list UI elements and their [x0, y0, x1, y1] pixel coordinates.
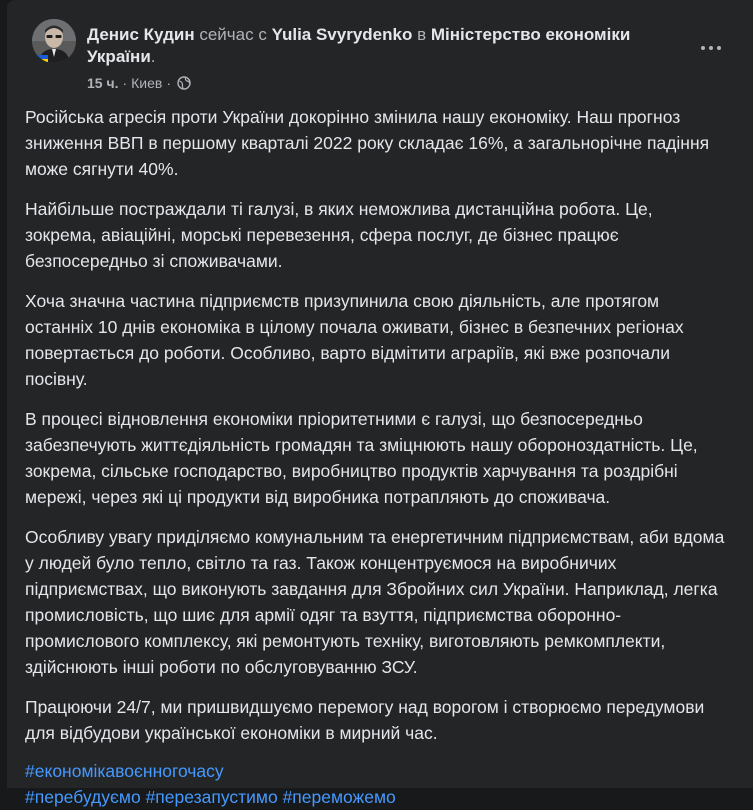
header-end: .	[150, 47, 156, 66]
tagged-user-link[interactable]: Yulia Svyrydenko	[271, 25, 413, 44]
more-options-button[interactable]	[693, 30, 729, 66]
post-meta	[87, 74, 191, 92]
header-separator: сейчас с	[199, 25, 267, 44]
author-avatar[interactable]	[32, 19, 76, 63]
post-paragraph: Російська агресія проти України докорінно змінила нашу економіку. Наш прогноз зниження ВВП в першому кварталі 2022 року складає 16%, а загальнорічне падіння може сягнути 40%.	[25, 107, 710, 179]
meta-separator: ·	[122, 75, 128, 91]
header-separator-in: в	[417, 25, 427, 44]
post-paragraph: В процесі відновлення економіки пріоритетними є галузі, що безпосередньо забезпечують життєдіяльність громадян та зміцнюють нашу обороноздатність. Це, зокрема, сільське господарство, виробництво продуктів харчування та роздрібні мережі, через які ці продукти від виробника потрапляють до споживача.	[25, 409, 698, 507]
author-name-link[interactable]: Денис Кудин	[87, 25, 195, 44]
hashtag-link[interactable]: #переможемо	[282, 787, 396, 807]
globe-icon[interactable]	[177, 76, 191, 90]
hashtag-link[interactable]: #перезапустимо	[145, 787, 278, 807]
avatar-photo	[32, 19, 76, 63]
post-body	[25, 104, 725, 810]
post-card	[7, 0, 753, 807]
hashtag-link[interactable]: #економікавоєнногочасу	[25, 761, 224, 781]
more-horizontal-icon	[701, 46, 721, 50]
meta-separator-2: ·	[166, 75, 172, 91]
location-page-link[interactable]: Міністерство економіки України	[87, 25, 631, 66]
post-city: Киев	[131, 75, 163, 91]
hashtag-link[interactable]: #перебудуємо	[25, 787, 141, 807]
post-paragraph: Працюючи 24/7, ми пришвидшуємо перемогу над ворогом і створюємо передумови для відбудови української економіки в мирний час.	[25, 697, 705, 743]
post-paragraph: Хоча значна частина підприємств призупинила свою діяльність, але протягом останніх 10 днів економіка в цілому почала оживати, бізнес в безпечних регіонах повертається до роботи. Особливо, варто відмітити аграріїв, які вже розпочали посівну.	[25, 291, 684, 389]
hashtag-list	[25, 758, 725, 810]
post-header	[87, 24, 677, 68]
post-paragraph: Найбільше постраждали ті галузі, в яких неможлива дистанційна робота. Це, зокрема, авіаційні, морські перевезення, сфера послуг, де бізнес працює безпосередньо зі споживачами.	[25, 199, 653, 271]
post-timestamp[interactable]: 15 ч.	[87, 75, 119, 91]
post-paragraph: Особливу увагу приділяємо комунальним та енергетичним підприємствам, аби вдома у людей було тепло, світло та газ. Також концентруємося на виробничих підприємствах, що виконують завдання для Збройних сил України. Наприклад, легка промисловість, що шиє для армії одяг та взуття, підприємства оборонно-промислового комплексу, які ремонтують техніку, виготовляють ремкомплекти, здійснюють інші роботи по обслуговуванню ЗСУ.	[25, 527, 725, 677]
